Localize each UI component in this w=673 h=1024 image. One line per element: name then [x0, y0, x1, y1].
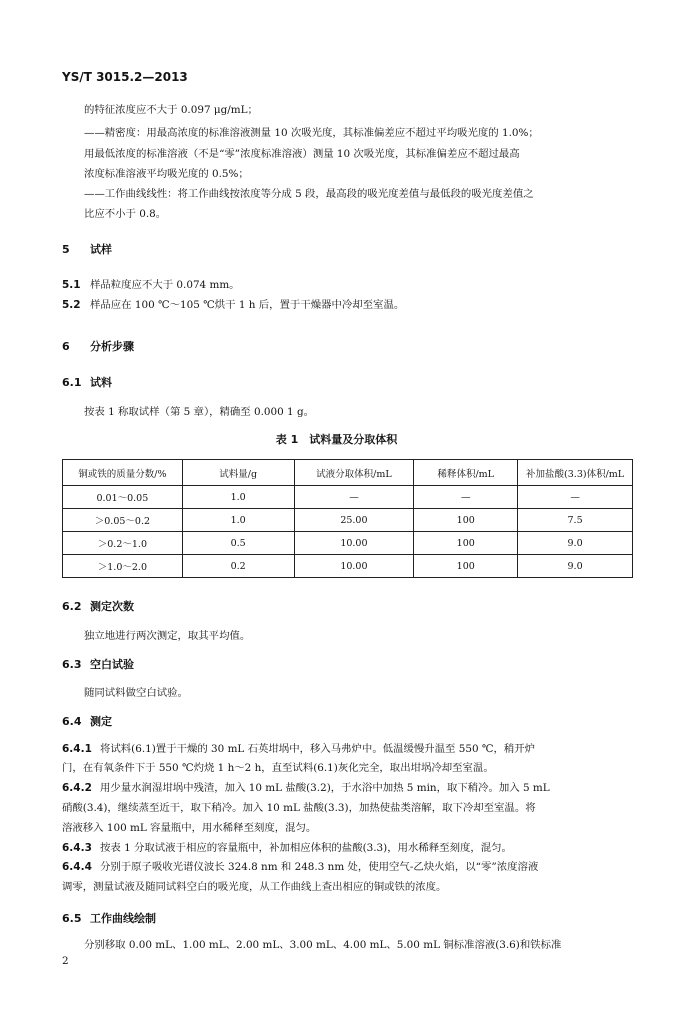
table-cell: —: [414, 486, 518, 509]
subsection-number: 6.1: [62, 376, 82, 389]
paragraph-6-5: 分别移取 0.00 mL、1.00 mL、2.00 mL、3.00 mL、4.00 mL、5.00 mL 铜标准溶液(3.6)和铁标准: [84, 939, 562, 951]
clause-line: 溶液移入 100 mL 容量瓶中，用水稀释至刻度，混匀。: [62, 822, 317, 834]
subsection-title: 测定次数: [90, 600, 134, 613]
column-header: 稀释体积/mL: [414, 460, 518, 486]
table-cell: 9.0: [518, 532, 633, 555]
section-number: 5: [62, 243, 70, 256]
clause-6-4-3: [62, 841, 512, 855]
subsection-number: 6.5: [62, 912, 82, 925]
intro-line: ——工作曲线线性：将工作曲线按浓度等分成 5 段，最高段的吸光度差值与最低段的吸光度差值之: [84, 188, 534, 200]
subsection-heading-6-4: [62, 713, 112, 729]
clause-6-4-4: [62, 860, 538, 874]
subsection-title: 试料: [90, 376, 112, 389]
clause-text: 样品应在 100 ℃～105 ℃烘干 1 h 后，置于干燥器中冷却至室温。: [90, 299, 405, 311]
page-number: 2: [62, 955, 69, 967]
clause-text: 分别于原子吸收光谱仪波长 324.8 nm 和 248.3 nm 处，使用空气-乙炔火焰，以“零”浓度溶液: [100, 861, 539, 873]
data-table: [62, 459, 633, 578]
table-cell: 0.5: [182, 532, 294, 555]
subsection-title: 工作曲线绘制: [90, 912, 156, 925]
intro-line: 比应不小于 0.8。: [84, 208, 167, 220]
subsection-title: 空白试验: [90, 658, 134, 671]
intro-line: 用最低浓度的标准溶液（不是“零”浓度标准溶液）测量 10 次吸光度，其标准偏差应不超过最高: [84, 148, 520, 160]
table-cell: ＞0.2～1.0: [63, 532, 183, 555]
clause-6-4-2: [62, 781, 550, 795]
table-row: [63, 509, 633, 532]
table-row: [63, 532, 633, 555]
clause-number: 6.4.3: [62, 842, 92, 854]
column-header: 试液分取体积/mL: [294, 460, 414, 486]
column-header: 铜或铁的质量分数/%: [63, 460, 183, 486]
subsection-heading-6-1: [62, 374, 112, 390]
table-cell: 1.0: [182, 486, 294, 509]
table-cell: 100: [414, 555, 518, 578]
table-caption: 表 1 试料量及分取体积: [275, 433, 398, 446]
table-cell: ＞1.0～2.0: [63, 555, 183, 578]
table-cell: 10.00: [294, 532, 414, 555]
subsection-number: 6.4: [62, 715, 82, 728]
intro-line: 的特征浓度应不大于 0.097 μg/mL；: [84, 104, 258, 116]
subsection-heading-6-2: [62, 598, 134, 614]
clause-line: 门，在有氧条件下于 550 ℃灼烧 1 h～2 h，直至试料(6.1)灰化完全，取出坩埚冷却至室温。: [62, 762, 494, 774]
table-cell: 25.00: [294, 509, 414, 532]
clause-text: 按表 1 分取试液于相应的容量瓶中，补加相应体积的盐酸(3.3)，用水稀释至刻度，混匀。: [100, 842, 512, 854]
table-row: [63, 555, 633, 578]
table-cell: —: [294, 486, 414, 509]
subsection-number: 6.2: [62, 600, 82, 613]
subsection-heading-6-3: [62, 656, 134, 672]
clause-text: 样品粒度应不大于 0.074 mm。: [90, 279, 240, 291]
table-header-row: [63, 460, 633, 486]
section-heading-5: [62, 241, 112, 257]
column-header: 补加盐酸(3.3)体积/mL: [518, 460, 633, 486]
clause-6-4-1: [62, 742, 535, 756]
table-cell: —: [518, 486, 633, 509]
section-title: 分析步骤: [90, 340, 134, 353]
clause-line: 硝酸(3.4)，继续蒸至近干，取下稍冷。加入 10 mL 盐酸(3.3)，加热使盐类溶解，取下冷却至室温。将: [62, 802, 536, 814]
table-cell: 100: [414, 532, 518, 555]
section-number: 6: [62, 340, 70, 353]
clause-number: 6.4.1: [62, 743, 92, 755]
column-header: 试料量/g: [182, 460, 294, 486]
section-heading-6: [62, 338, 134, 354]
table-cell: ＞0.05～0.2: [63, 509, 183, 532]
paragraph-6-2: 独立地进行两次测定，取其平均值。: [84, 630, 251, 642]
paragraph-6-3: 随同试料做空白试验。: [84, 687, 188, 699]
clause-number: 5.1: [62, 279, 81, 291]
table-cell: 7.5: [518, 509, 633, 532]
paragraph-6-1: 按表 1 称取试样（第 5 章），精确至 0.000 1 g。: [84, 406, 315, 418]
table-cell: 100: [414, 509, 518, 532]
clause-number: 6.4.4: [62, 861, 92, 873]
intro-line: 浓度标准溶液平均吸光度的 0.5%；: [84, 168, 249, 180]
subsection-title: 测定: [90, 715, 112, 728]
section-title: 试样: [90, 243, 112, 256]
subsection-number: 6.3: [62, 658, 82, 671]
clause-text: 将试料(6.1)置于干燥的 30 mL 石英坩埚中，移入马弗炉中。低温缓慢升温至 550 ℃，稍开炉: [100, 743, 536, 755]
table-cell: 0.2: [182, 555, 294, 578]
table-cell: 10.00: [294, 555, 414, 578]
table-cell: 0.01～0.05: [63, 486, 183, 509]
table-cell: 9.0: [518, 555, 633, 578]
clause-number: 6.4.2: [62, 782, 92, 794]
clause-line: 调零，测量试液及随同试料空白的吸光度，从工作曲线上查出相应的铜或铁的浓度。: [62, 881, 447, 893]
subsection-heading-6-5: [62, 910, 156, 926]
table-cell: 1.0: [182, 509, 294, 532]
clause-5-2: [62, 298, 404, 312]
clause-number: 5.2: [62, 299, 81, 311]
clause-text: 用少量水润湿坩埚中残渣，加入 10 mL 盐酸(3.2)，于水浴中加热 5 min，取下稍冷。加入 5 mL: [100, 782, 550, 794]
clause-5-1: [62, 278, 240, 292]
table-row: [63, 486, 633, 509]
intro-line: ——精密度：用最高浓度的标准溶液测量 10 次吸光度，其标准偏差应不超过平均吸光度的 1.0%；: [84, 127, 539, 139]
standard-code-header: YS/T 3015.2—2013: [62, 70, 188, 84]
